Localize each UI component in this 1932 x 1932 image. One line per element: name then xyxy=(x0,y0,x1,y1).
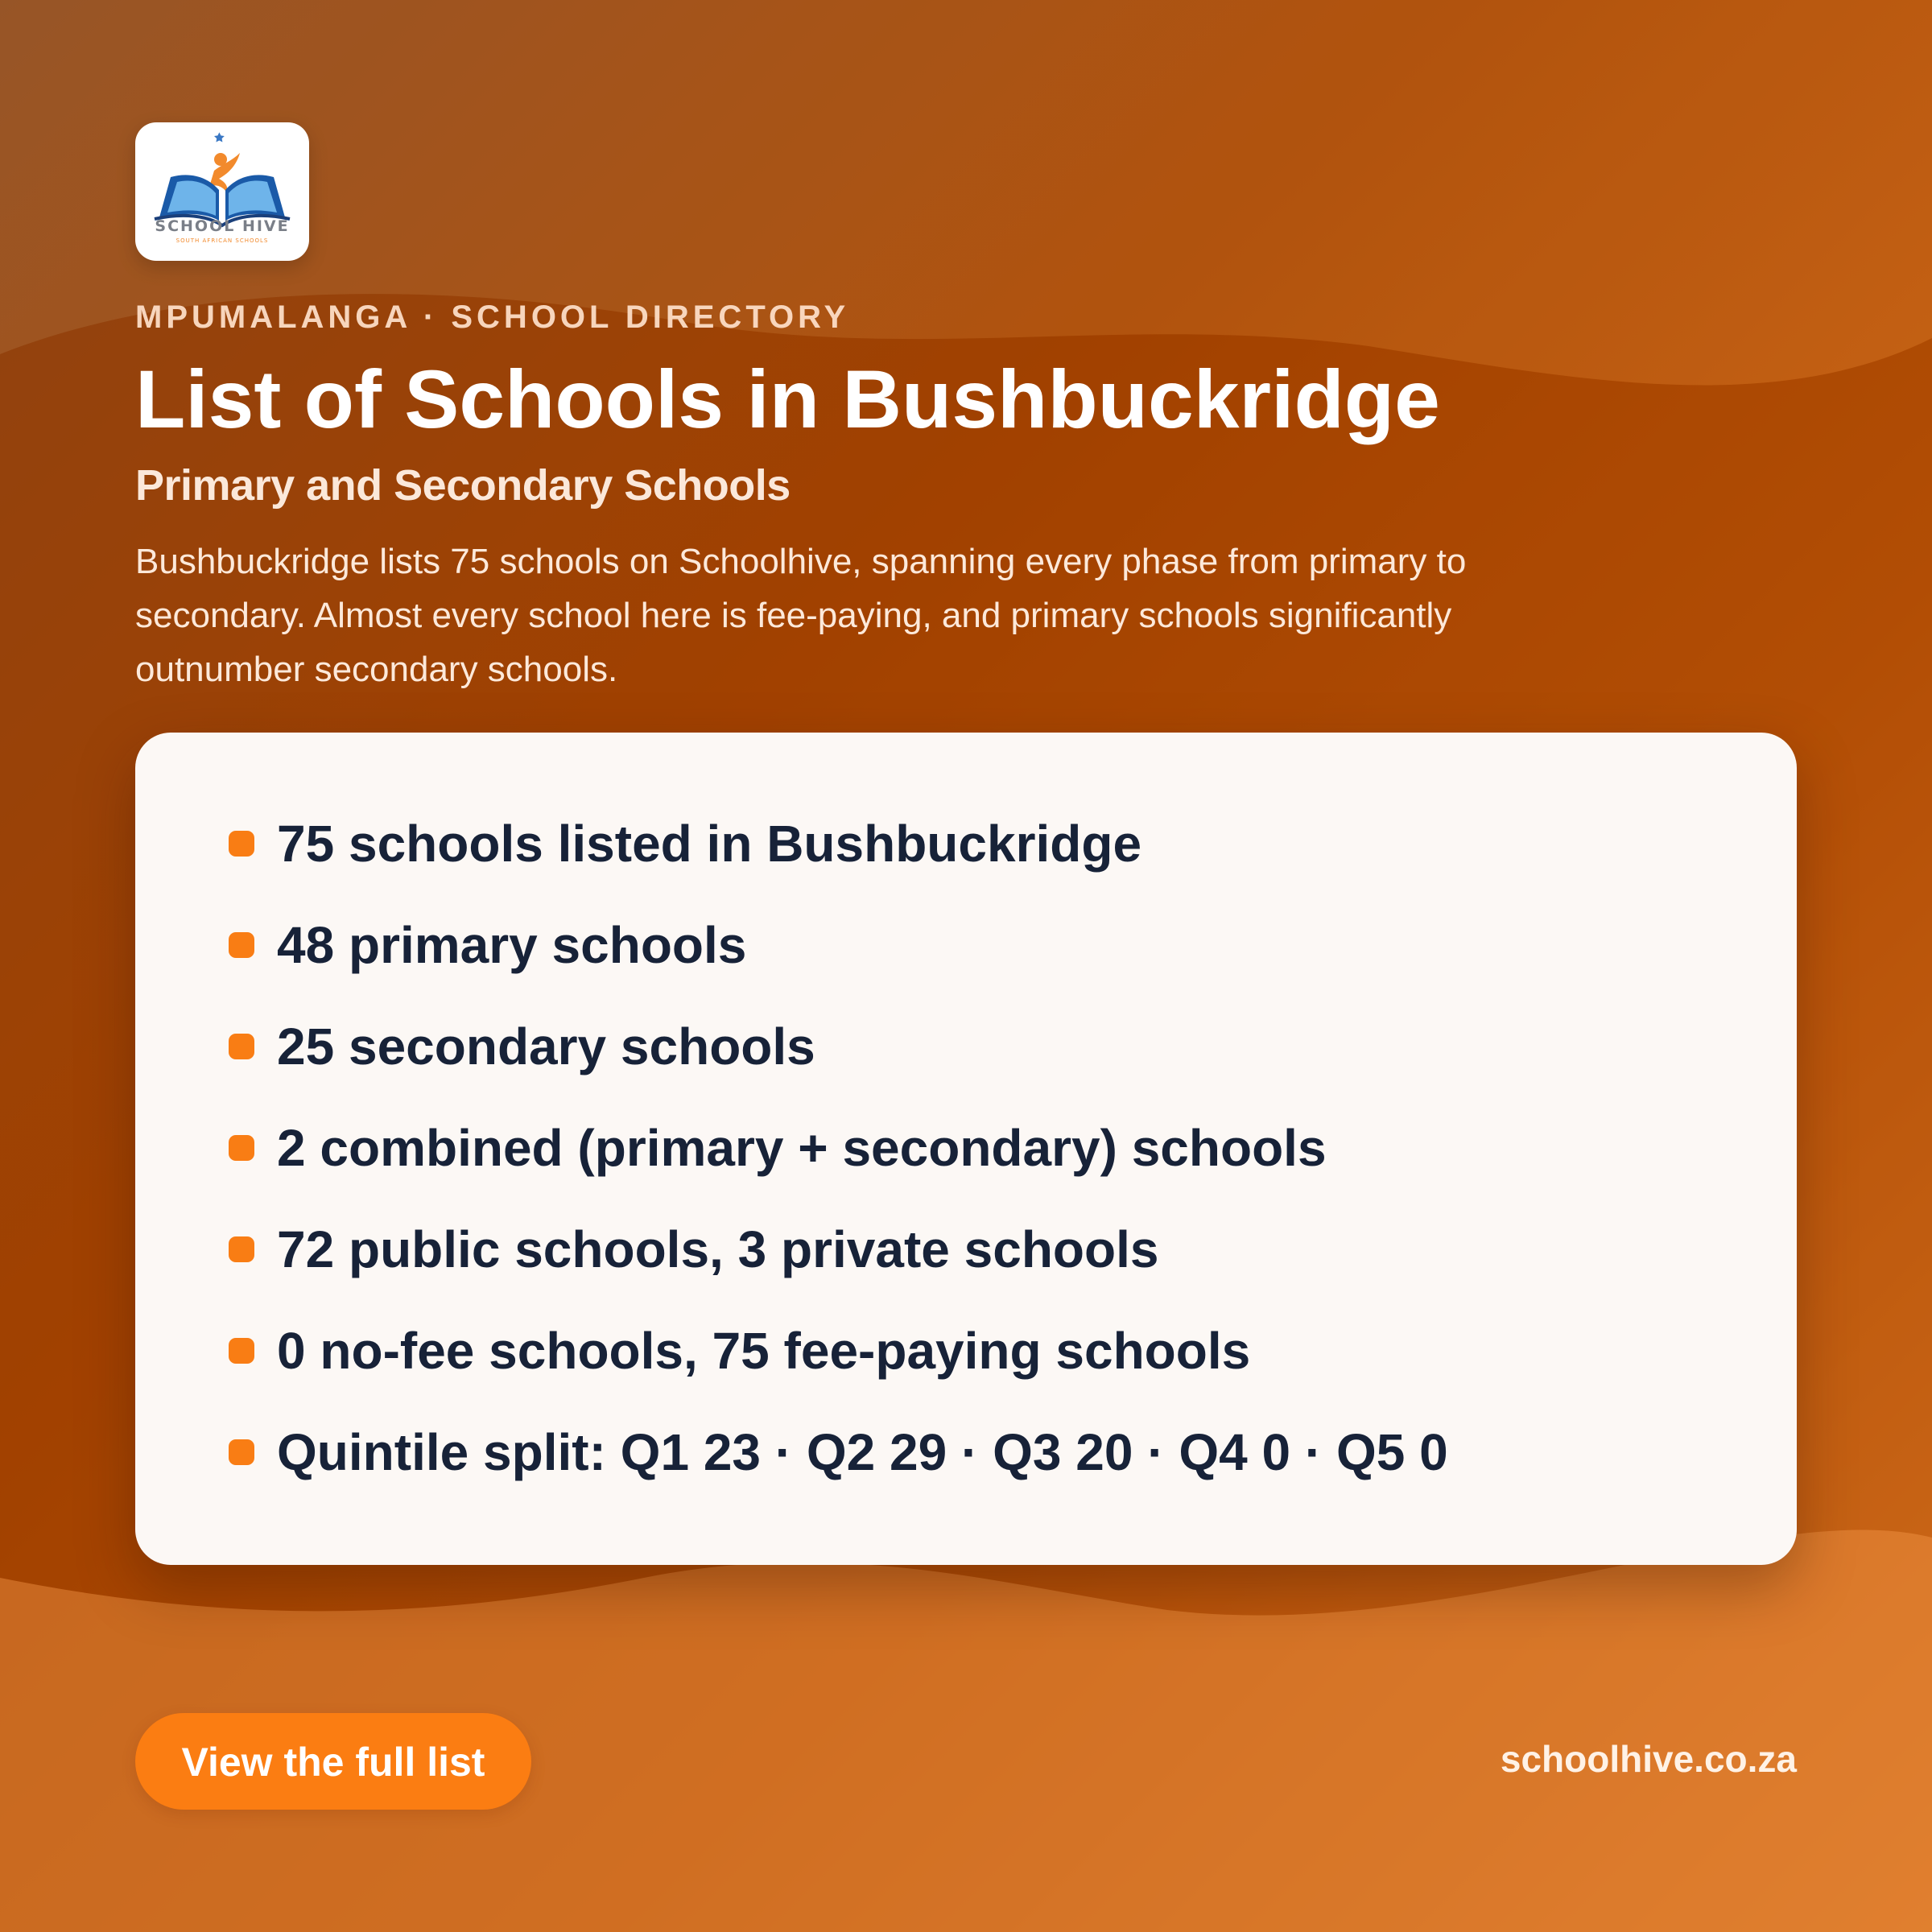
fact-text: 2 combined (primary + secondary) schools xyxy=(277,1119,1327,1177)
bullet-icon xyxy=(229,932,254,958)
school-hive-logo xyxy=(135,122,309,261)
site-url-link[interactable]: schoolhive.co.za xyxy=(1500,1738,1797,1780)
fact-text: 72 public schools, 3 private schools xyxy=(277,1220,1159,1278)
bullet-icon xyxy=(229,831,254,857)
page-description: Bushbuckridge lists 75 schools on Schoolhive, spanning every phase from primary to secondary. Almost every school here is fee-paying, and primary schools significantly outnumber secondary schools. xyxy=(135,542,1467,689)
logo-wordmark: SCHOOL HIVE xyxy=(155,217,290,235)
eyebrow-label: MPUMALANGA · SCHOOL DIRECTORY xyxy=(135,299,850,335)
bullet-icon xyxy=(229,1034,254,1059)
bullet-icon xyxy=(229,1135,254,1161)
fact-text: 75 schools listed in Bushbuckridge xyxy=(277,815,1142,873)
bullet-icon xyxy=(229,1236,254,1262)
page-subtitle: Primary and Secondary Schools xyxy=(135,461,791,510)
fact-text: 25 secondary schools xyxy=(277,1018,815,1075)
logo-tagline: SOUTH AFRICAN SCHOOLS xyxy=(175,237,269,244)
bullet-icon xyxy=(229,1439,254,1465)
view-full-list-button[interactable]: View the full list xyxy=(135,1713,531,1810)
bullet-icon xyxy=(229,1338,254,1364)
fact-text: Quintile split: Q1 23 · Q2 29 · Q3 20 · Q4 0 · Q5 0 xyxy=(277,1423,1448,1481)
facts-card xyxy=(135,733,1797,1565)
fact-text: 48 primary schools xyxy=(277,916,747,974)
page-title: List of Schools in Bushbuckridge xyxy=(135,353,1440,445)
fact-text: 0 no-fee schools, 75 fee-paying schools xyxy=(277,1322,1251,1380)
